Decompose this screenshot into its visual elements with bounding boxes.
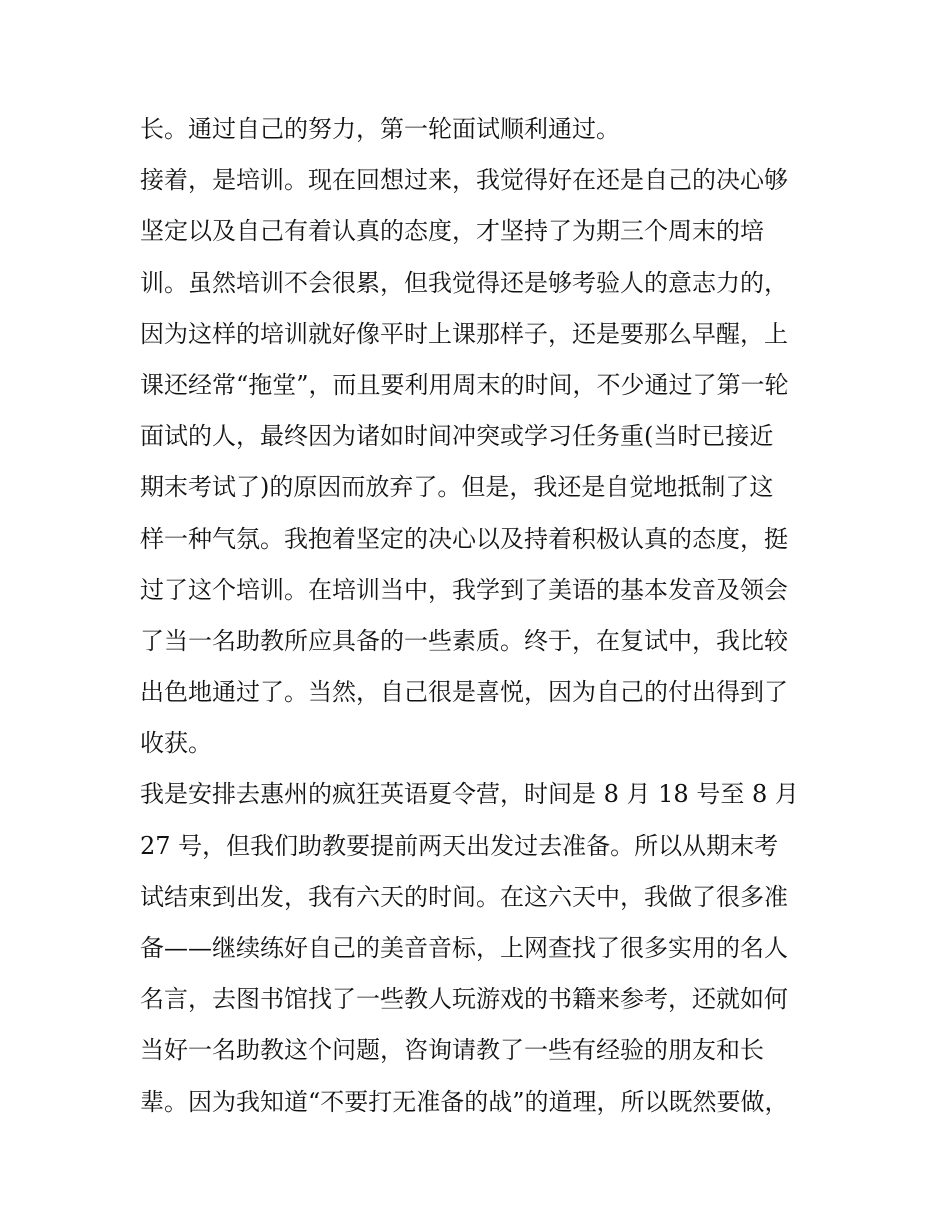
text-line: 期末考试了)的原因而放弃了。但是，我还是自觉地抵制了这 <box>140 473 774 502</box>
text-line: 长。通过自己的努力，第一轮面试顺利通过。 <box>140 115 620 143</box>
text-line: 出色地通过了。当然，自己很是喜悦，因为自己的付出得到了 <box>140 678 788 707</box>
text-line: 样一种气氛。我抱着坚定的决心以及持着积极认真的态度，挺 <box>140 524 788 553</box>
text-line: 因为这样的培训就好像平时上课那样子，还是要那么早醒，上 <box>140 319 788 348</box>
text-line: 训。虽然培训不会很累，但我觉得还是够考验人的意志力的， <box>140 268 788 297</box>
text-line: 接着，是培训。现在回想过来，我觉得好在还是自己的决心够 <box>140 166 788 195</box>
text-line: 收获。 <box>140 729 212 758</box>
text-line: 过了这个培训。在培训当中，我学到了美语的基本发音及领会 <box>140 575 788 604</box>
text-line: 27 号，但我们助教要提前两天出发过去准备。所以从期末考 <box>140 831 779 860</box>
text-line: 面试的人，最终因为诸如时间冲突或学习任务重(当时已接近 <box>140 422 774 451</box>
text-line: 当好一名助教这个问题，咨询请教了一些有经验的朋友和长 <box>140 1036 764 1065</box>
text-line: 了当一名助教所应具备的一些素质。终于，在复试中，我比较 <box>140 626 788 655</box>
text-line: 名言，去图书馆找了一些教人玩游戏的书籍来参考，还就如何 <box>140 985 788 1014</box>
text-line: 坚定以及自己有着认真的态度，才坚持了为期三个周末的培 <box>140 217 764 246</box>
text-line: 我是安排去惠州的疯狂英语夏令营，时间是 8 月 18 号至 8 月 <box>140 780 799 809</box>
text-line: 课还经常“拖堂”，而且要利用周末的时间，不少通过了第一轮 <box>140 370 789 399</box>
text-line: 辈。因为我知道“不要打无准备的战”的道理，所以既然要做， <box>140 1087 789 1116</box>
text-line: 备——继续练好自己的美音音标，上网查找了很多实用的名人 <box>140 934 788 962</box>
text-line: 试结束到出发，我有六天的时间。在这六天中，我做了很多准 <box>140 882 788 911</box>
body-text <box>140 104 820 1128</box>
